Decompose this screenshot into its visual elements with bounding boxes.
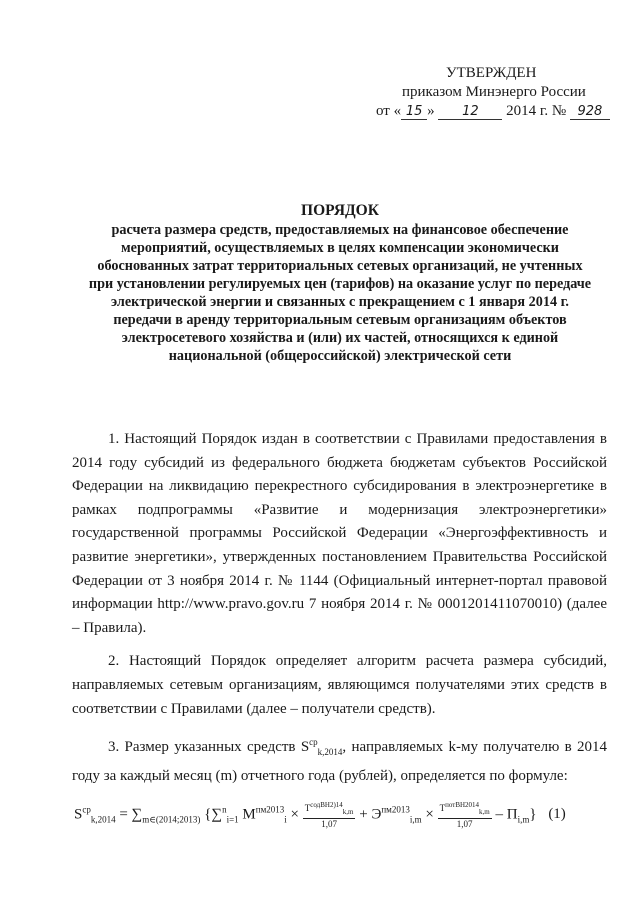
document-title — [72, 202, 608, 365]
title-line: расчета размера средств, предоставляемых на финансовое обеспечение — [111, 222, 569, 238]
equation-number: (1) — [548, 806, 566, 823]
title-line: при установлении регулируемых цен (тарифов) на оказание услуг по передаче — [88, 276, 592, 292]
paragraph-1: 1. Настоящий Порядок издан в соответствии с Правилами предоставления в 2014 году субсидий из федерального бюджета бюджетам субъектов Российской Федерации на ликвидацию перекрестного субсидирования в электроэнергетике в рамках подпрограммы «Развитие и модернизация электроэнергетики» государственной программы Российской Федерации «Энергоэффективность и развитие энергетики», утвержденных постановлением Правительства Российской Федерации от 3 ноября 2014 г. № 1144 (Официальный интернет-портал правовой информации http://www.pravo.gov.ru 7 ноября 2014 г. № 0001201411070010) (далее – Правила). — [72, 431, 607, 636]
approval-title: УТВЕРЖДЕН — [446, 65, 537, 81]
approval-number: 928 — [570, 105, 610, 120]
title-line: передачи в аренду территориальным сетевым организациям объектов — [113, 312, 567, 328]
paragraph-2: 2. Настоящий Порядок определяет алгоритм расчета размера субсидий, направляемых сетевым организациям, являющимся получателями этих средств в соответствии с Правилами (далее – получатели средств). — [72, 653, 607, 717]
approval-order: приказом Минэнерго России — [402, 84, 586, 100]
title-line: национальной (общероссийской) электрической сети — [168, 348, 512, 364]
title-heading: ПОРЯДОК — [301, 202, 379, 219]
approval-month: 12 — [438, 105, 502, 120]
title-line: обоснованных затрат территориальных сетевых организаций, не учтенных — [97, 258, 583, 274]
fraction-1: $\frac{Т^{содВН2)14}_{k,m}}{1,07}$ — [304, 801, 354, 829]
title-line: электрической энергии и связанных с прекращением с 1 января 2014 г. — [111, 294, 569, 310]
title-line: электросетевого хозяйства и (или) их частей, относящихся к единой — [121, 330, 559, 346]
paragraph-3: 3. Размер указанных средств $S^{ср}_{k,2014}$, направляемых k-му получателю в 2014 году за каждый месяц (m) отчетного года (рублей), определяется по формуле: — [72, 737, 607, 784]
approval-year: 2014 г. № — [506, 103, 567, 119]
fraction-2: $\frac{Т^{потВН2014}_{k,m}}{1,07}$ — [439, 801, 490, 829]
document-body — [72, 428, 607, 788]
title-line: мероприятий, осуществляемых в целях компенсации экономически — [121, 240, 559, 256]
formula-1: $S^{ср}_{k,2014} = \sum_{m\in(2014;2013)}$ {∑$^n_{i=1}$ $M^{пм2013}_i$ × $\frac{Т^{содВН2)14}_{k,m}}{1,07}$ + $Э^{пм2013}_{i,m}$ × $\frac{Т^{потВН2014}_{k,m}}{1,07}$ – $П_{i,m}$} (1) — [74, 801, 566, 829]
approval-date-line: от « 15 » 12 2014 г. № 928 — [376, 102, 612, 121]
approval-day: 15 — [401, 105, 427, 120]
approval-stamp — [376, 64, 612, 121]
